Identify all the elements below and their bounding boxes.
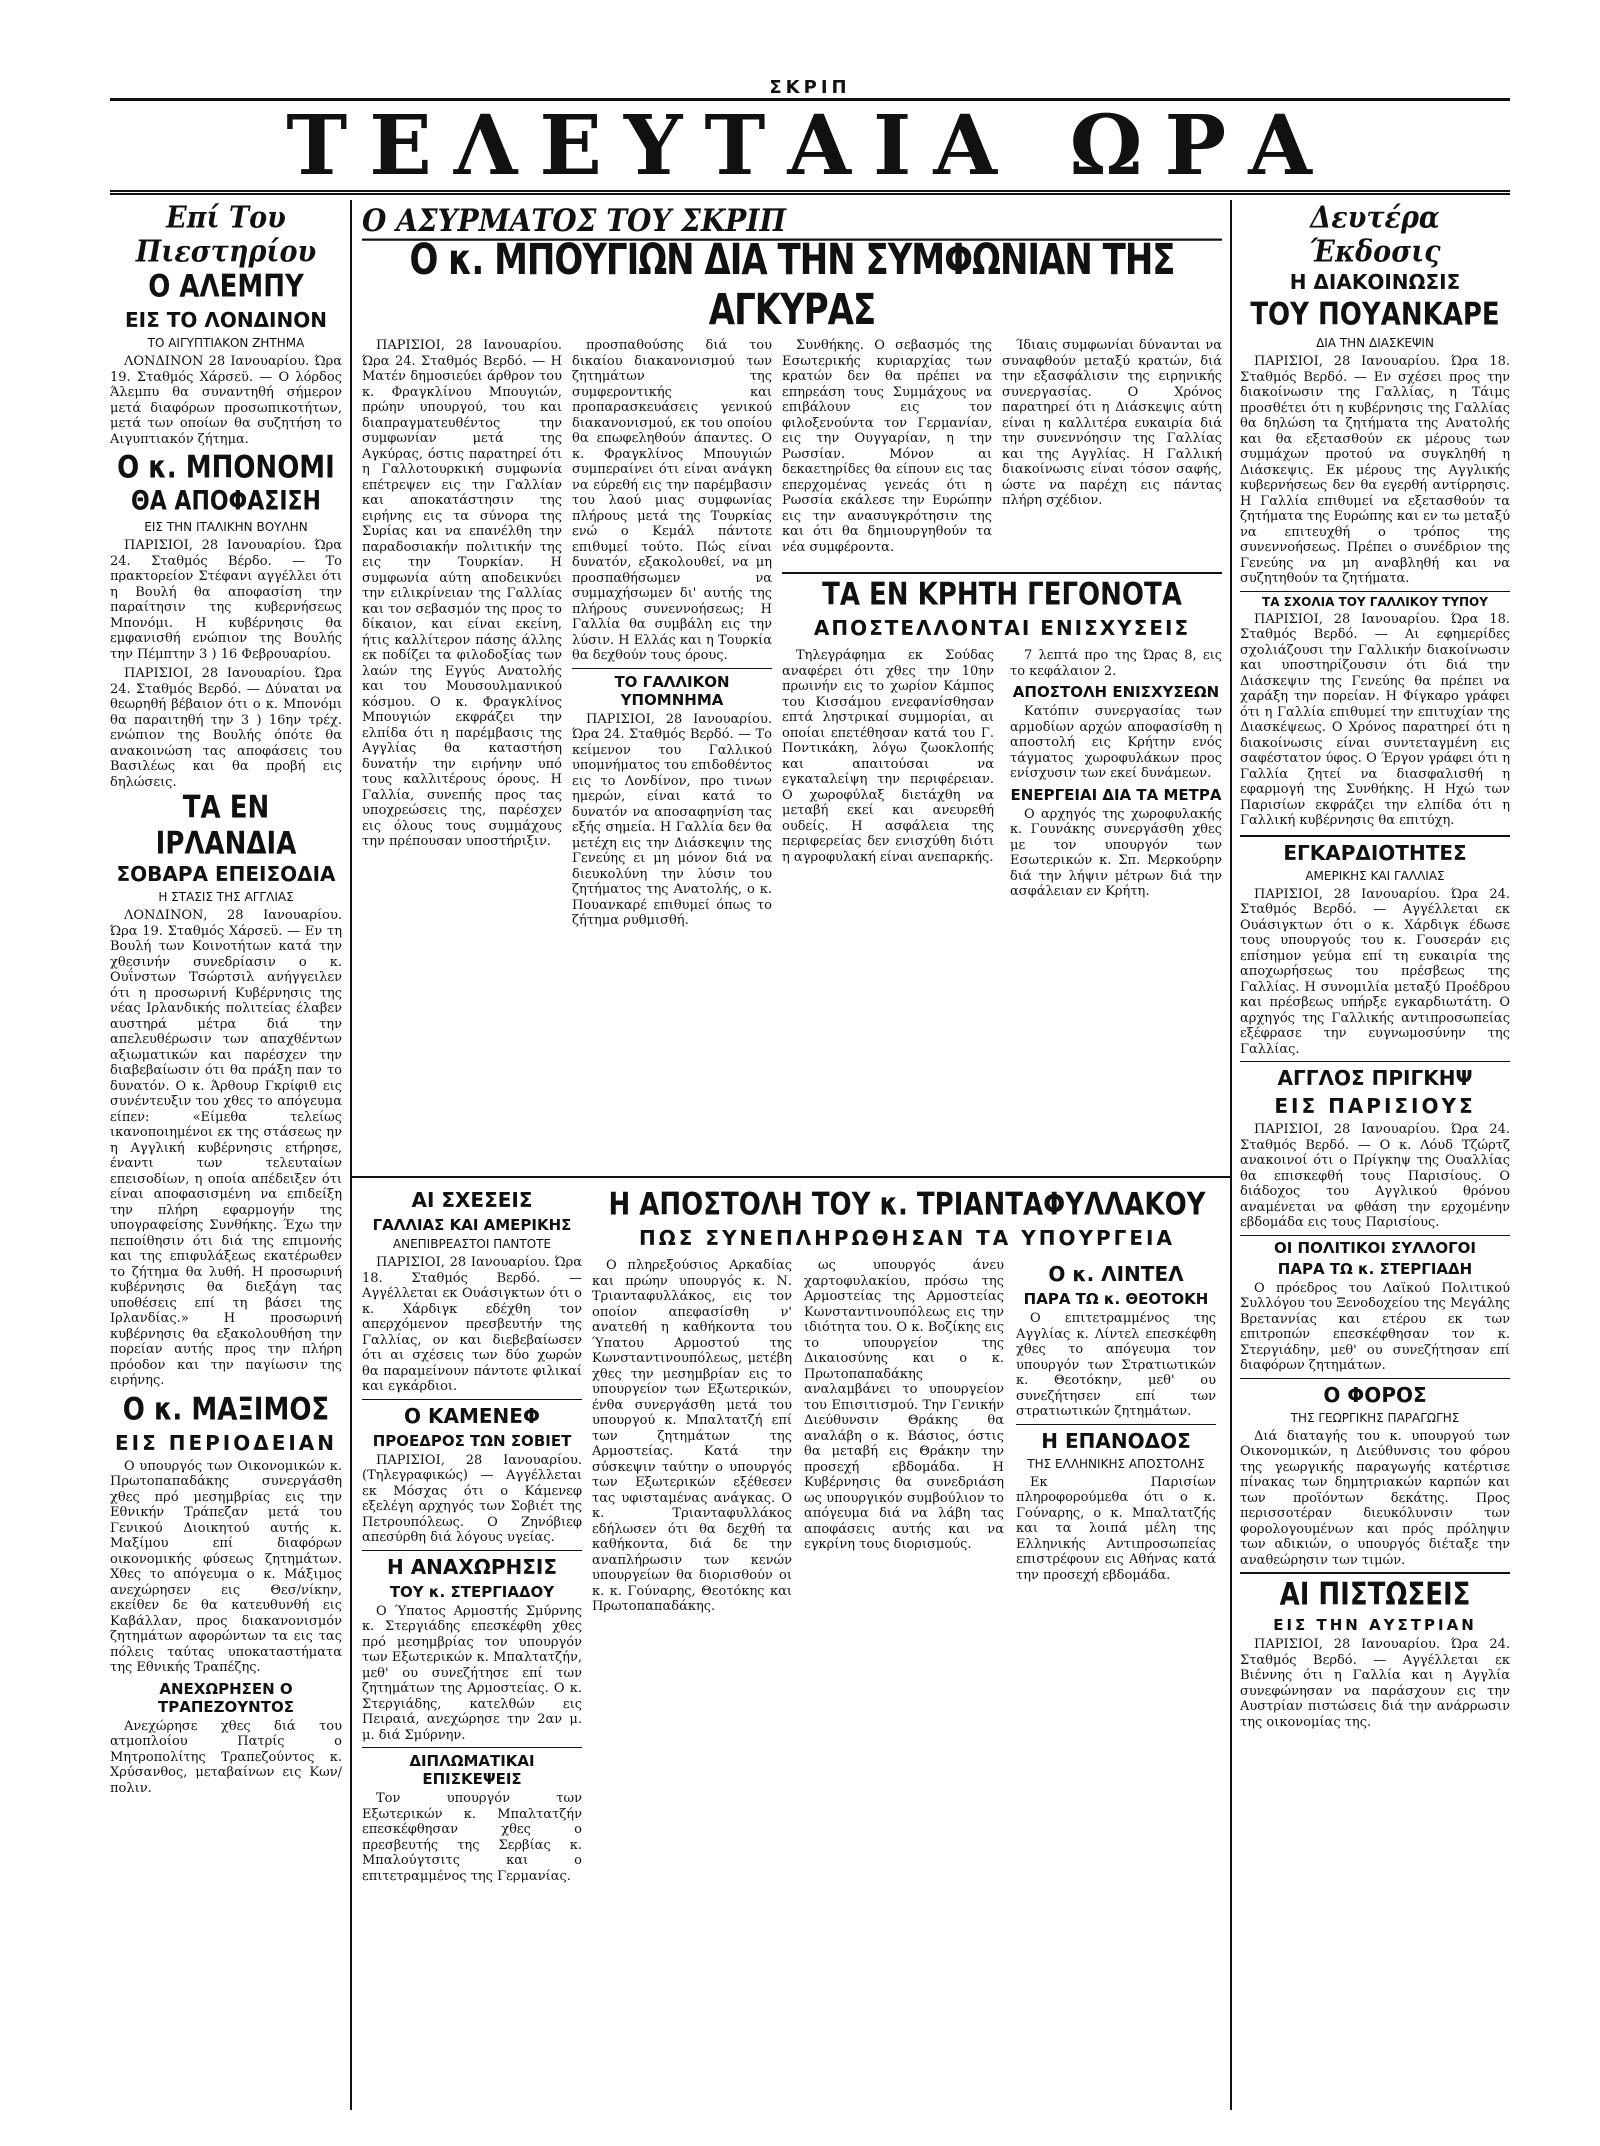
article-body: ΠΑΡΙΣΙΟΙ, 28 Ιανουαρίου. Ώρα 24. Σταθμός Βερδό. — Αγγέλλεται εκ Ουάσιγκτων ότι ο κ. Χάρδιγκ έδωσε τους υπουργούς του κ. Γουσεράν εις επίσημον γεύμα επί τη ευκαιρία της αποχωρήσεως του πρέσβεως της Γαλλίας. Η συνομιλία μεταξύ Προέδρου και πρέσβεως υπήρξε εγκαρδιωτάτη. Ο αρχηγός της Γαλλικής αντιπροσωπείας εξέφρασε την ευγνωμοσύνην της Γαλλίας. [1240, 886, 1510, 1057]
subheadline: ΕΙΣ ΠΑΡΙΣΙΟΥΣ [1274, 1094, 1476, 1118]
tri-col1 [592, 1258, 792, 1619]
headline: ΤΟΥ ΠΟΥΑΝΚΑΡΕ [1250, 297, 1500, 333]
article-body: ΠΑΡΙΣΙΟΙ, 28 Ιανουαρίου. Ώρα 24. Σταθμός Βερδό. — Ο κ. Λόυδ Τζώρτζ ανακοινοί ότι ο Πρίγκηψ της Ουαλλίας θα επισκεφθή τους Παρισίους. Ο διάδοχος του Αγγλικού θρόνου αναμένεται να φθάση την ερχομένην εβδομάδα εις τους Παρισίους. [1240, 1122, 1510, 1230]
article-body: Ο πρόεδρος του Λαϊκού Πολιτικού Συλλόγου του Ξενοδοχείου της Μεγάλης Βρεταννίας και ετέρου εκ των επιτροπών επεσκέφθησαν τον κ. Στεργιάδην, μεθ' ου συνεζήτησαν επί διαφόρων ζητημάτων. [1240, 1280, 1510, 1373]
article-clubs [1240, 1235, 1510, 1374]
article-body: Ο αρχηγός της χωροφυλακής κ. Γουνάκης συνεργάσθη χθες με τον υπουργόν των Εσωτερικών κ. Σπ. Μερκούρην διά την λήψιν μέτρων διά την ασφάλειαν εν Κρήτη. [1010, 806, 1222, 899]
article-body: Συνθήκης. Ο σεβασμός της Εσωτερικής κυριαρχίας των κρατών δεν θα πρέπει να επηρεάση τους Συμμάχους να επιβάλουν εις τον φιλοξενούντα τον Γερμανίαν, εις την Ουγγαρίαν, η την Ρωσσίαν. Μόνον αι δεκαετηρίδες θα είπουν εις τας επερχομένας γενεάς ότι η Ρωσσία εκάλεσε την Ευρώπην εις την ανασυγκρότησιν της και ότι θα δημιουργηθούν τα νέα συμφέροντα. [782, 338, 992, 555]
subheadline: ΠΡΟΕΔΡΟΣ ΤΩΝ ΣΟΒΙΕΤ [372, 1431, 572, 1450]
main-kicker: Ο ΑΣΥΡΜΑΤΟΣ ΤΟΥ ΣΚΡΙΠ [362, 202, 1222, 241]
left-column [110, 200, 342, 2120]
column-rule [1230, 200, 1232, 2110]
article-body: ως υπουργός άνευ χαρτοφυλακίου, πρόσω της Αρμοστείας της Αρμοστείας Κωνσταντινουπόλεως εις την ιδιότητα του. Ο κ. Βοζίκης εις το υπουργείον της Δικαιοσύνης και ο κ. Πρωτοπαπαδάκης αναλαμβάνει το υπουργείον του Επισιτισμού. Την Γενικήν Διεύθυνσιν Θράκης θα αναλάβη ο κ. Βάσιος, όστις θα μεταβή εις Θράκην την προσεχή εβδομάδα. Η Κυβέρνησις θα συνεδριάση ως υπουργικόν συμβούλιον το απόγευμα διά να λάβη τας αποφάσεις αυτής και να εγκρίνη τους διορισμούς. [804, 1258, 1004, 1552]
main-headline-block [362, 200, 1222, 330]
article-maximos [110, 1391, 342, 1676]
article-tax [1240, 1378, 1510, 1569]
headline: Ο κ. ΜΑΞΙΜΟΣ [122, 1391, 330, 1428]
headline: ΟΙ ΠΟΛΙΤΙΚΟΙ ΣΥΛΛΟΓΟΙ [1273, 1238, 1476, 1257]
article-body: Ο υπουργός των Οικονομικών κ. Πρωτοπαπαδάκης συνεργάσθη χθες πρό μεσημβρίας εις την Εθνικήν Τράπεζαν μετά του Γενικού Διοικητού αυτής κ. Μαξίμου επί διαφόρων οικονομικής φύσεως ζητημάτων. Χθες το απόγευμα ο κ. Μάξιμος ανεχώρησεν εις Θεσ/νίκην, εκείθεν δε θα κατευθυνθή εις Καβάλλαν, προς διακανονισμόν ζητημάτων αφορώντων τα εις τας πόλεις ταύτας υποκαταστήματα της Εθνικής Τραπέζης. [110, 1458, 342, 1675]
main-article-col1 [362, 338, 562, 1168]
article-crete [782, 572, 1222, 1170]
headline: Ο ΚΑΜΕΝΕΦ [362, 1399, 582, 1428]
main-article-col4 [1002, 338, 1222, 568]
headline: ΤΑ ΕΝ ΙΡΛΑΝΔΙΑ [155, 790, 297, 862]
article-body: ΠΑΡΙΣΙΟΙ, 28 Ιανουαρίου. Ώρα 24. Σταθμός Βερδό. — Αγγέλλεται εκ Βιέννης ότι η Γαλλία και η Αγγλία συνεφώνησαν να παράσχουν εις την Αυστρίαν πιστώσεις διά την ανάρρωσιν της οικονομίας της. [1240, 1637, 1510, 1730]
subheadline: ΤΟ ΓΑΛΛΙΚΟΝ ΥΠΟΜΝΗΜΑ [572, 668, 772, 709]
headline: Η ΑΠΟΣΤΟΛΗ ΤΟΥ κ. ΤΡΙΑΝΤΑΦΥΛΛΑΚΟΥ [608, 1187, 1206, 1223]
article-triantafyllakos [592, 1184, 1222, 2114]
subheadline: ΠΑΡΑ ΤΩ κ. ΣΤΕΡΓΙΑΔΗ [1277, 1259, 1473, 1278]
article-body: ΠΑΡΙΣΙΟΙ, 28 Ιανουαρίου. Ώρα 18. Σταθμός Βερδό. — Αγγέλλεται εκ Ουάσιγκτων ότι ο κ. Χάρδιγκ εδέχθη τον απερχόμενον πρεσβευτήν της Γαλλίας, ον και διεβεβαίωσεν ότι αι σχέσεις των δύο χωρών θα παραμείνουν πάντοτε φιλικαί και εγκάρδιοι. [362, 1255, 582, 1394]
mid-left-column [362, 1184, 582, 2114]
article-body: Εκ Παρισίων πληροφορούμεθα ότι ο κ. Γούναρης, ο κ. Μπαλτατζής και τα λοιπά μέλη της Ελληνικής Αντιπροσωπείας επιστρέφουν εις Αθήνας κατά την προσεχή εβδομάδα. [1016, 1474, 1216, 1583]
article-body: ΠΑΡΙΣΙΟΙ, 28 Ιανουαρίου. Ώρα 24. Σταθμός Βερδό. — Το κείμενον του Γαλλικού υπομνήματος του επιδοθέντος εις το Λονδίνον, προ τινων ημερών, είναι κατά το δυνατόν να αποσαφηνίση τας εξής σημεία. Η Γαλλία δεν θα μετέχη εις την Διάσκεψιν της Γενεύης ει μη μόνον διά να διευκολύνη την λύσιν του ζητήματος της Ανατολής, ο κ. Πουανκαρέ επιθυμεί όπως το ζήτημα ρυθμισθή. [572, 711, 772, 928]
tri-col2 [804, 1258, 1004, 1557]
headline: ΓΑΛΛΙΑΣ ΚΑΙ ΑΜΕΡΙΚΗΣ [372, 1216, 572, 1234]
headline: Ο ΦΟΡΟΣ [1323, 1382, 1427, 1407]
section-rule [352, 1176, 1230, 1178]
article-credits [1240, 1572, 1510, 1730]
subheadline: ΕΙΣ ΤΗΝ ΙΤΑΛΙΚΗΝ ΒΟΥΛΗΝ [144, 520, 308, 534]
article-body: ΠΑΡΙΣΙΟΙ, 28 Ιανουαρίου. Ώρα 18. Σταθμός Βερδό. — Εν σχέσει προς την διακοίνωσιν της Γαλλίας, η Τάιμς προσθέτει ότι η κυβέρνησις της Γαλλίας θα δηλώση τα ζητήματα της Ανατολής και θα εξετασθούν εκ μέρους των συμμάχων προτού να συγκληθή η Διάσκεψις. Εκ μέρους της Αγγλικής κυβερνήσεως δεν θα εγερθή αντίρρησις. Η Γαλλία επιθυμεί να εξετασθούν τα ζητήματα της Ευρώπης και εν τω μεταξύ να επιτευχθή ο τρόπος της συνεννοήσεως. Πρέπει ο συνέδριον της Γενεύης να μη αναβληθή και να συζητηθούν τα ζητήματα. [1240, 354, 1510, 586]
headline: ΑΙ ΣΧΕΣΕΙΣ [411, 1188, 533, 1212]
subheadline: ΤΗΣ ΓΕΩΡΓΙΚΗΣ ΠΑΡΑΓΩΓΗΣ [1290, 1410, 1460, 1425]
article-allenby [110, 269, 342, 447]
article-body: ΠΑΡΙΣΙΟΙ, 28 Ιανουαρίου. Ώρα 24. Σταθμός Βερδό. — Δύναται να θεωρηθή βέβαιον ότι ο κ. Μπονόμι θα παραιτηθή την 3 ) 16ην τρέχ. ενώπιον της Βουλής όπότε θα ανακοινώση τας αποφάσεις του Βασιλέως και θα προβή εις δηλώσεις. [110, 666, 342, 790]
main-article-col3 [782, 338, 992, 568]
article-body: ΛΟΝΔΙΝΟΝ, 28 Ιανουαρίου. Ώρα 19. Σταθμός Χάρσεϋ. — Εν τη Βουλή των Κοινοτήτων κατά την χθεσινήν συνεδρίασιν ο κ. Ουΐνστων Τσώρτσιλ ανήγγειλεν ότι η προσωρινή Κυβέρνησις της νέας Ιρλανδικής πολιτείας έλαβεν αυστηρά μέτρα διά την απελευθέρωσιν των απαχθέντων αξιωματικών και παρέσχεν την διαβεβαίωσιν ότι θα πράξη παν το δυνατόν. Ο κ. Άρθουρ Γκρίφιθ εις συνέντευξιν του χθες το απόγευμα είπεν: «Είμεθα τελείως ικανοποιημένοι εκ της στάσεως ην η Αγγλική κυβέρνησις ετήρησε, έναντι των τελευταίων επεισοδίων, η οποία απέδειξεν ότι είναι αποφασισμένη να επιδείξη την πλήρη εφαρμογήν της υπογραφείσης Συνθήκης. Έχω την πεποίθησιν ότι διά της επιμονής και της επιφυλάξεως εκατέρωθεν το ζήτημα θα λυθή. Η προσωρινή κυβέρνησις θα διεξάγη τας υποθέσεις επί τη βάσει της Ιρλανδίας.» Η προσωρινή κυβέρνησις θα εξακολουθήση την πορείαν αυτής προς την πλήρη πρόοδον και την παγίωσιν της ειρήνης. [110, 908, 342, 1388]
subheadline: ΤΑ ΣΧΟΛΙΑ ΤΟΥ ΓΑΛΛΙΚΟΥ ΤΥΠΟΥ [1240, 591, 1510, 609]
subheadline: ΕΙΣ ΠΕΡΙΟΔΕΙΑΝ [114, 1430, 338, 1455]
subheadline: ΕΝΕΡΓΕΙΑΙ ΔΙΑ ΤΑ ΜΕΤΡΑ [1010, 785, 1222, 804]
article-body: ΠΑΡΙΣΙΟΙ, 28 Ιανουαρίου. Ώρα 24. Σταθμός Βέρδο. — Το πρακτορείον Στέφανι αγγέλλει ότι η Βουλή θα αποφασίση την παραίτησιν της κυβερνήσεως Μπονόμι. Η κυβέρνησις θα εμφανισθή ενώπιον της Βουλής την Πέμπτην 3 ) 16 Φεβρουαρίου. [110, 538, 342, 662]
subheadline: ΕΙΣ ΤΗΝ ΑΥΣΤΡΙΑΝ [1273, 1616, 1477, 1634]
headline: ΑΝΕΧΩΡΗΣΕΝ Ο ΤΡΑΠΕΖΟΥΝΤΟΣ [158, 1679, 294, 1716]
subheadline: ΤΗΣ ΕΛΛΗΝΙΚΗΣ ΑΠΟΣΤΟΛΗΣ [1027, 1456, 1205, 1471]
article-body: Διά διαταγής του κ. υπουργού των Οικονομικών, η Διεύθυνσις του φόρου της γεωργικής παραγωγής κατέρτισε πίνακας των δημητριακών καρπών και των προϊόντων δεκάτης. Προς περισσοτέραν διευκόλυνσιν των φορολογουμένων και πρός πρόληψιν των αδικιών, ο υπουργός διέταξε την αναθεώρησιν των τιμών. [1240, 1428, 1510, 1568]
crete-col1 [782, 648, 994, 869]
main-headline: Ο κ. ΜΠΟΥΓΙΩΝ ΔΙΑ ΤΗΝ ΣΥΜΦΩΝΙΑΝ ΤΗΣ ΑΓΚΥΡΑΣ [409, 235, 1175, 330]
article-body: 7 λεπτά προ της Ώρας 8, εις το κεφάλαιον 2. [1010, 648, 1222, 679]
section-masthead: ΤΕΛΕΥΤΑΙΑ ΩΡΑ [110, 102, 1510, 195]
headline: Η ΕΠΑΝΟΔΟΣ [1016, 1424, 1216, 1453]
subheadline: ΤΟΥ κ. ΣΤΕΡΓΙΑΔΟΥ [389, 1582, 555, 1601]
subheadline: ΕΙΣ ΤΟ ΛΟΝΔΙΝΟΝ [125, 308, 327, 332]
subheadline: ΑΝΕΠΙΒΡΕΑΣΤΟΙ ΠΑΝΤΟΤΕ [392, 1237, 552, 1251]
article-body: ΛΟΝΔΙΝΟΝ 28 Ιανουαρίου. Ώρα 19. Σταθμός Χάρσεϋ. — Ο λόρδος Άλεμπυ θα συναντηθή σήμερον μετά διαφόρων προσωπικοτήτων, μετά των οποίων θα συζητήση το Αιγυπτιακόν ζήτημα. [110, 354, 342, 447]
left-kicker: Επί Του Πιεστηρίου [135, 200, 317, 270]
right-kicker: Δευτέρα Έκδοσις [1309, 200, 1441, 270]
article-prince [1240, 1061, 1510, 1231]
article-body: ΠΑΡΙΣΙΟΙ, 28 Ιανουαρίου. Ώρα 18. Σταθμός Βερδό. — Αι εφημερίδες σχολιάζουσι την Γαλλικήν διακοίνωσιν και υποστηρίζουσιν ότι διά την Διάσκεψιν της Γενεύης θα πρέπει να χαράξη την πορείαν. Η Φίγκαρο γράφει ότι η Γαλλία επιθυμεί την επιτυχίαν της Διασκέψεως. Ο Χρόνος παρατηρεί ότι η διακοίνωσις είναι συντεταγμένη εις σαφέστατον ύφος. Ο Έργον γράφει ότι η Γαλλία ζητεί να διασφαλισθή η εφαρμογή της Συνθήκης. Η Ηχώ των Παρισίων εκφράζει την ελπίδα ότι η Γαλλική κυβέρνησις θα επιτύχη. [1240, 611, 1510, 828]
article-trapezountos [110, 1680, 342, 1797]
article-body: Ο Ύπατος Αρμοστής Σμύρνης κ. Στεργιάδης επεσκέφθη χθες πρό μεσημβρίας τον υπουργόν των Εξωτερικών κ. Μπαλτατζήν, μεθ' ου συνεζήτησε επί των ζητημάτων της Αρμοστείας. Ο κ. Στεργιάδης, κατελθών εις Πειραιά, ανεχώρησε την 2αν μ. μ. διά Σμύρνην. [362, 1603, 582, 1743]
headline: Η ΑΝΑΧΩΡΗΣΙΣ [362, 1550, 582, 1579]
article-body: Ο επιτετραμμένος της Αγγλίας κ. Λίντελ επεσκέφθη χθες το απόγευμα τον υπουργόν των Στρατιωτικών κ. Θεοτόκην, μεθ' ου συνεζήτησεν επί των στρατιωτικών ζητημάτων. [1016, 1311, 1216, 1419]
subheadline: ΠΑΡΑ ΤΩ κ. ΘΕΟΤΟΚΗ [1023, 1290, 1209, 1308]
subheadline: Η ΣΤΑΣΙΣ ΤΗΣ ΑΓΓΛΙΑΣ [158, 890, 294, 904]
subheadline: ΘΑ ΑΠΟΦΑΣΙΣΗ [131, 486, 321, 517]
headline: Ο ΑΛΕΜΠΥ [148, 269, 304, 305]
article-cordial [1240, 835, 1510, 1058]
article-body: Τηλεγράφημα εκ Σούδας αναφέρει ότι χθες την 10ην πρωινήν εις το χωρίον Κάμπος του Κισσάμου ενεφανίσθησαν επτά ληστρικαί συμμορίαι, αι οποίαι επετέθησαν κατά του Γ. Ποντικάκη, λόγω ζωοκλοπής και απαιτούσαι να εγκαταλείψη την περιφέρειαν. Ο χωροφύλαξ διετάχθη να μεταβή εκεί και ανευρεθή ουδείς. Η ασφάλεια της περιφερείας δεν ενισχύθη διότι η αγροφυλακή είναι ανεπαρκής. [782, 648, 994, 865]
tri-col3 [1016, 1258, 1216, 1587]
article-body: Ίδιαις συμφωνίαι δύνανται να συναφθούν μεταξύ κρατών, διά την εξασφάλισιν της ειρηνικής συνεργασίας. Ο Χρόνος παρατηρεί ότι η Διάσκεψις αύτη είναι η καλλιτέρα ευκαιρία διά την συνεννόησιν της Γαλλίας και της Αγγλίας. Η Γαλλική διακοίνωσις είναι τόσον σαφής, ώστε να παρέχη εις πάντας πλήρη σχέδιον. [1002, 338, 1222, 508]
article-body: ΠΑΡΙΣΙΟΙ, 28 Ιανουαρίου. Ώρα 24. Σταθμός Βερδό. — Η Ματέν δημοσιεύει άρθρον του κ. Φραγκλίνου Μπουγιών, πρώην υπουργού, του και διαπραγματευθέντος την συμφωνίαν μετά της Αγκύρας, όστις παρατηρεί ότι η Γαλλοτουρκική συμφωνία επέτρεψεν εις την Γαλλίαν και αποκατάστησιν της ειρήνης εις τα σύνορα της Συρίας και να επανέλθη την παραδοσιακήν πολιτικήν της εις την Τουρκίαν. Η συμφωνία αύτη αποδεικνύει την ειλικρίνειαν της Γαλλίας και τον σεβασμόν της προς το δίκαιον, και είναι εκείνη, ήτις καλλίτερον πάσης άλλης εκ ποδίζει τα φιλοδοξίας των λαών της Εγγύς Ανατολής και του Μουσουλμανικού κόσμου. Ο κ. Φραγκλίνος Μπουγιών εκφράζει την ελπίδα ότι η παρέμβασις της Αγγλίας θα καταστήση δυνατήν την ειρήνην υπό τους καλλιτέρους όρους. Η Γαλλία, συνεπής προς τας υποχρεώσεις της, παρέσχεν εις όλους τους συμμάχους την πρέπουσαν υποστήριξιν. [362, 338, 562, 849]
article-body: Κατόπιν συνεργασίας των αρμοδίων αρχών αποφασίσθη η αποστολή εις Κρήτην ενός τάγματος χωροφυλάκων προς ενίσχυσιν των εκεί δυνάμεων. [1010, 704, 1222, 781]
article-body: Τον υπουργόν των Εξωτερικών κ. Μπαλτατζήν επεσκέφθησαν χθες ο πρεσβευτής της Σερβίας κ. Μπαλούγτσιτς και ο επιτετραμμένος της Γερμανίας. [362, 1791, 582, 1884]
article-body: Ανεχώρησε χθες διά του ατμοπλοίου Πατρίς ο Μητροπολίτης Τραπεζούντος κ. Χρύσανθος, μεταβαίνων εις Κων/πολιν. [110, 1718, 342, 1796]
paper-name: ΣΚΡΙΠ [110, 80, 1510, 101]
headline: Ο κ. ΜΠΟΝΟΜΙ [117, 450, 335, 486]
article-body: προσπαθούσης διά του δικαίου διακανονισμού των ζητημάτων της συμφεροντικής και προπαρασκευάσεις γενικού διακανονισμού, εκ του οποίου θα επωφεληθούν άπαντες. Ο κ. Φραγκλίνος Μπουγιών συμπεραίνει ότι είναι ανάγκη να εύρεθή εις την παρέμβασιν του λαού μιας συμφωνίας πλήρους μετά της Τουρκίας ενώ ο Κεμάλ πάντοτε επιθυμεί τούτο. Πώς είναι δυνατόν, εξακολουθεί, να μη προσπαθήσωμεν να συμμαχήσωμεν δι' αυτής της πλήρους συνεννοήσεως; Η Γαλλία θα συμβάλη εις την λύσιν. Η Ελλάς και η Τουρκία θα δεχθούν τους όρους. [572, 338, 772, 663]
headline: ΑΓΓΛΟΣ ΠΡΙΓΚΗΨ [1277, 1066, 1473, 1090]
subheadline: ΑΜΕΡΙΚΗΣ ΚΑΙ ΓΑΛΛΙΑΣ [1305, 868, 1445, 883]
article-body: Ο πληρεξούσιος Αρκαδίας και πρώην υπουργός κ. Ν. Τριανταφυλλάκος, εις τον οποίον απεφασίσθη ν' ανατεθή η καθήκοντα του Ύπατου Αρμοστού της Κωνσταντινουπόλεως, μετέβη χθες την μεσημβρίαν εις το υπουργείον των Εξωτερικών, ένθα συνεργάσθη μετά του υπουργού κ. Μπαλτατζή επί των ζητημάτων της Αρμοστείας. Κατά την σύσκεψιν ταύτην ο υπουργός των Εξωτερικών εξέθεσεν τας υφισταμένας ανάγκας. Ο κ. Τριανταφυλλάκος εδήλωσεν ότι θα δεχθή τα καθήκοντα, διά δε την αναπλήρωσιν των κενών υπουργείων θα διορισθούν οι κ. κ. Γούναρης, Θεοτόκης και Πρωτοπαπαδάκης. [592, 1258, 792, 1614]
crete-col2 [1010, 648, 1222, 904]
article-bonomi [110, 450, 342, 790]
headline: Η ΔΙΑΚΟΙΝΩΣΙΣ [1289, 270, 1461, 294]
subheadline: ΠΩΣ ΣΥΝΕΠΛΗΡΩΘΗΣΑΝ ΤΑ ΥΠΟΥΡΓΕΙΑ [639, 1226, 1175, 1250]
subheadline: ΣΟΒΑΡΑ ΕΠΕΙΣΟΔΙΑ [116, 862, 336, 886]
column-rule [350, 200, 352, 2110]
headline: ΑΙ ΠΙΣΤΩΣΕΙΣ [1279, 1577, 1471, 1613]
newspaper-page [110, 77, 1510, 2120]
headline: ΕΓΚΑΡΔΙΟΤΗΤΕΣ [1283, 840, 1467, 865]
article-body: ΠΑΡΙΣΙΟΙ, 28 Ιανουαρίου. (Τηλεγραφικώς) — Αγγέλλεται εκ Μόσχας ότι ο Κάμενεφ εξελέγη αρχηγός των Σοβιέτ της Πετρουπόλεως. Ο Ζηνόβιεφ απεσύρθη διά λόγους υγείας. [362, 1452, 582, 1545]
subheadline: ΔΙΑ ΤΗΝ ΔΙΑΣΚΕΨΙΝ [1316, 336, 1434, 350]
right-column [1240, 200, 1510, 2120]
subheadline: ΑΠΟΣΤΕΛΛΟΝΤΑΙ ΕΝΙΣΧΥΣΕΙΣ [813, 616, 1191, 640]
article-ireland [110, 790, 342, 1389]
main-article-col2 [572, 338, 772, 1168]
headline: ΔΙΠΛΩΜΑΤΙΚΑΙ ΕΠΙΣΚΕΨΕΙΣ [362, 1747, 582, 1788]
subheadline: ΤΟ ΑΙΓΥΠΤΙΑΚΟΝ ΖΗΤΗΜΑ [147, 336, 305, 350]
headline: ΤΑ ΕΝ ΚΡΗΤΗ ΓΕΓΟΝΟΤΑ [822, 577, 1182, 613]
subheadline: ΑΠΟΣΤΟΛΗ ΕΝΙΣΧΥΣΕΩΝ [1012, 683, 1220, 701]
headline: Ο κ. ΛΙΝΤΕΛ [1048, 1262, 1184, 1286]
